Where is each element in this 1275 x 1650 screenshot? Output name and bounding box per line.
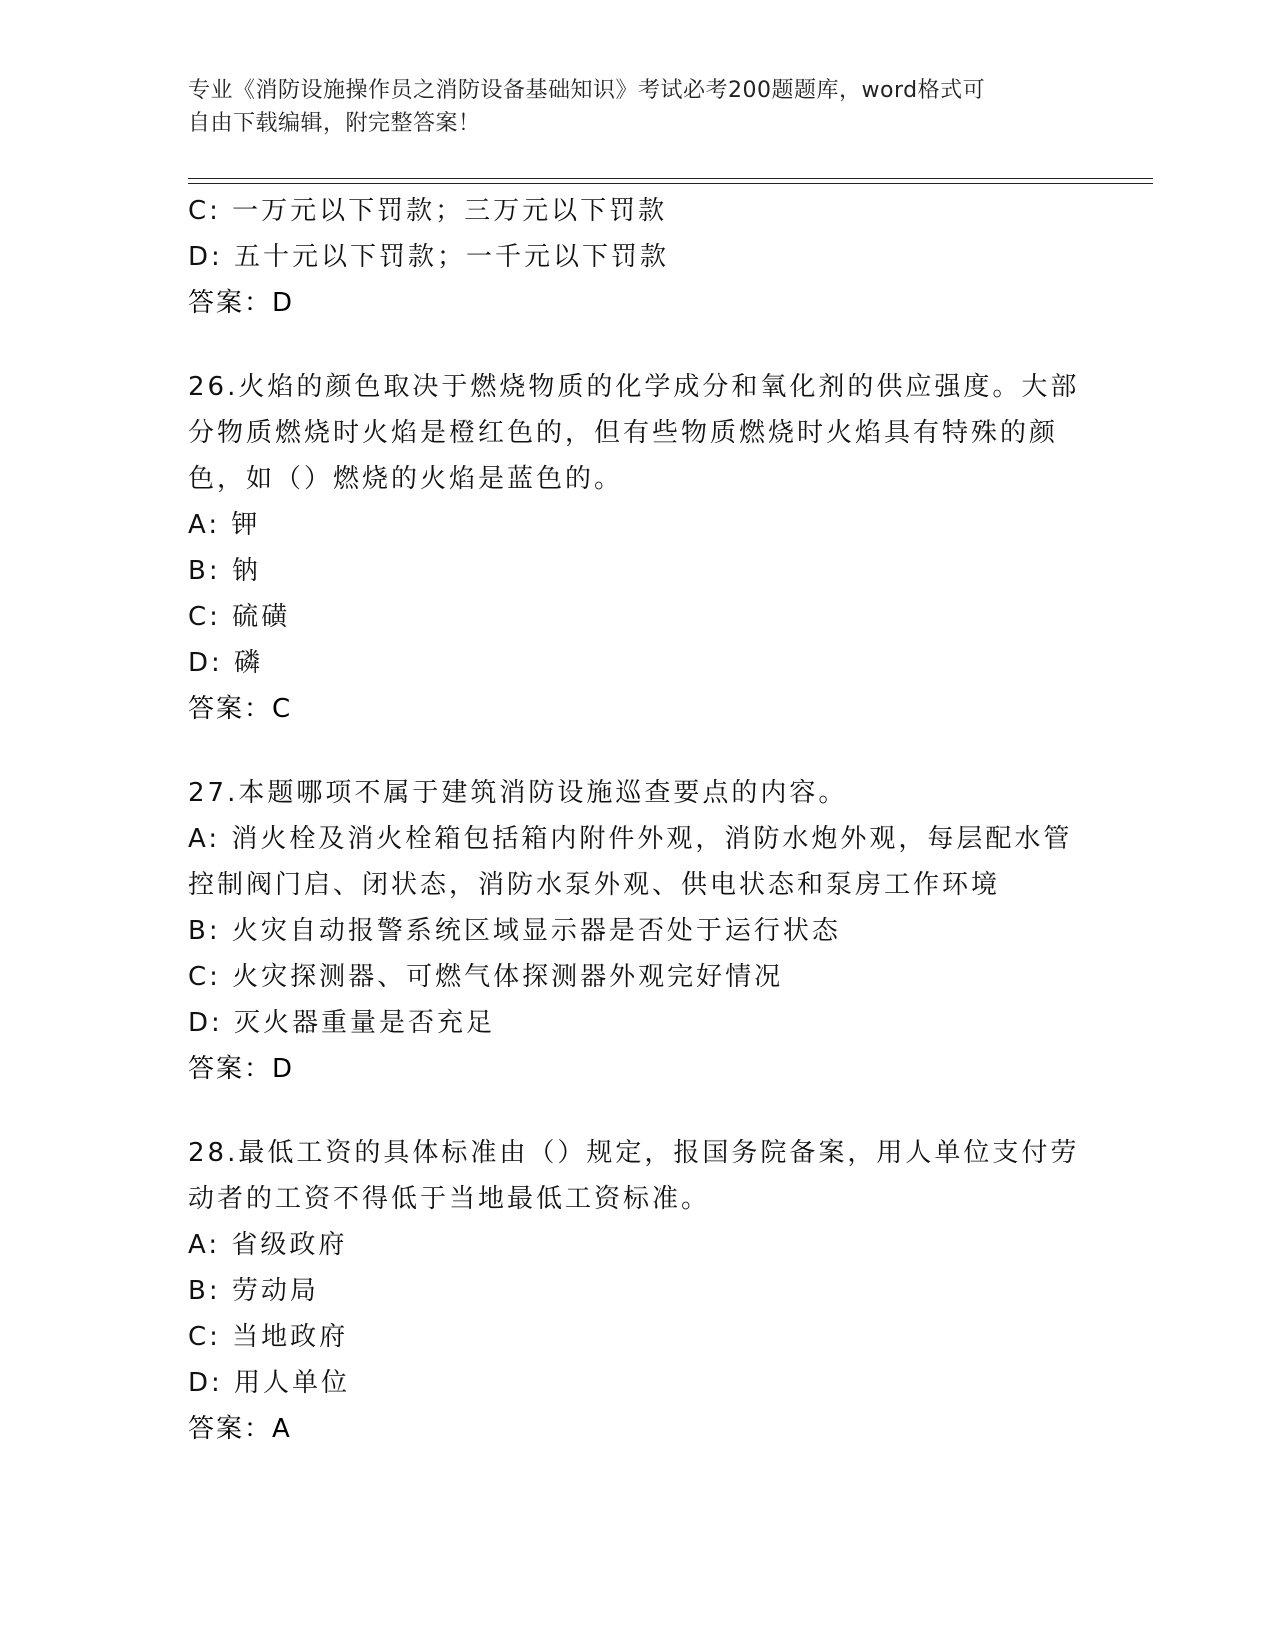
spacer [188,326,1088,364]
spacer [188,1092,1088,1130]
document-header [188,74,1068,140]
option-c: C: 硫磺 [188,602,291,632]
header-rule-thin [188,183,1153,184]
option-d: D: 磷 [188,648,264,678]
option-c: C: 当地政府 [188,1322,349,1352]
question-stem: 分物质燃烧时火焰是橙红色的，但有些物质燃烧时火焰具有特殊的颜 [188,418,1059,448]
option-a: A: 钾 [188,510,261,540]
carryover-question [188,188,1088,326]
option-d: D: 用人单位 [188,1368,351,1398]
option-a: A: 消火栓及消火栓箱包括箱内附件外观，消防水炮外观，每层配水管 [188,824,1073,854]
header-line-1: 专业《消防设施操作员之消防设备基础知识》考试必考200题题库，word格式可 [188,78,986,103]
header-rule-thick [188,178,1153,179]
option-a: A: 省级政府 [188,1230,348,1260]
question-stem: 26.火焰的颜色取决于燃烧物质的化学成分和氧化剂的供应强度。大部 [188,372,1080,402]
question-26 [188,364,1088,732]
question-stem: 色，如（）燃烧的火焰是蓝色的。 [188,464,624,494]
option-d: D: 五十元以下罚款；一千元以下罚款 [188,242,670,272]
header-line-2: 自由下载编辑，附完整答案！ [188,111,481,136]
question-27 [188,770,1088,1092]
spacer [188,732,1088,770]
option-d: D: 灭火器重量是否充足 [188,1008,496,1038]
option-b: B: 火灾自动报警系统区域显示器是否处于运行状态 [188,916,841,946]
answer-line: 答案：D [188,1054,295,1084]
answer-line: 答案：A [188,1414,292,1444]
question-stem: 动者的工资不得低于当地最低工资标准。 [188,1184,711,1214]
question-stem: 28.最低工资的具体标准由（）规定，报国务院备案，用人单位支付劳 [188,1138,1080,1168]
option-b: B: 钠 [188,556,261,586]
answer-line: 答案：C [188,694,293,724]
document-body [188,188,1088,1452]
option-c: C: 火灾探测器、可燃气体探测器外观完好情况 [188,962,784,992]
option-c: C: 一万元以下罚款；三万元以下罚款 [188,196,668,226]
question-stem: 27.本题哪项不属于建筑消防设施巡查要点的内容。 [188,778,848,808]
option-b: B: 劳动局 [188,1276,319,1306]
question-28 [188,1130,1088,1452]
answer-line: 答案：D [188,288,295,318]
option-a-continued: 控制阀门启、闭状态，消防水泵外观、供电状态和泵房工作环境 [188,870,1001,900]
